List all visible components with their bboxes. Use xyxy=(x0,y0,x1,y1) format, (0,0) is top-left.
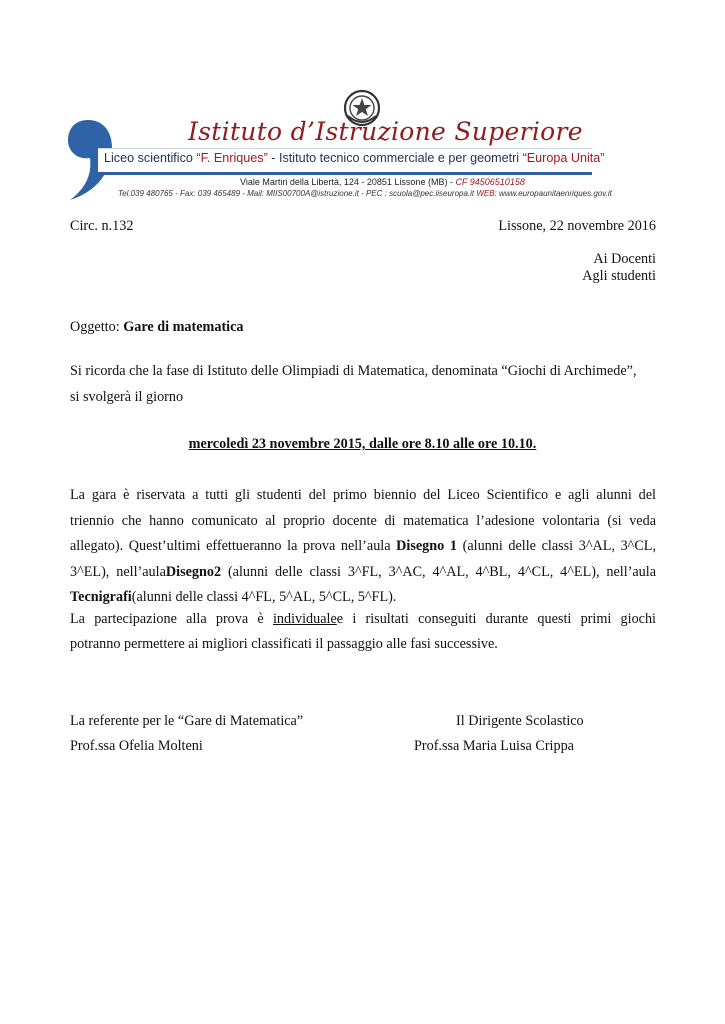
body-line-4 xyxy=(70,560,656,586)
body-line-5b: (alunni delle classi 4^FL, 5^AL, 5^CL, 5^FL). xyxy=(131,589,397,605)
word-individuale: individuale xyxy=(272,610,337,627)
body-line-6c: e i risultati conseguiti durante questi primi giochi xyxy=(336,610,657,627)
body-line-3 xyxy=(70,534,656,560)
event-date-text: mercoledì 23 novembre 2015, dalle ore 8.10 alle ore 10.10. xyxy=(188,436,537,452)
body-line-7: potranno permettere ai migliori classificati il passaggio alle fasi successive. xyxy=(70,636,498,652)
school-names xyxy=(104,151,605,165)
principal-name: Prof.ssa Maria Luisa Crippa xyxy=(414,738,574,754)
subject-label: Oggetto: xyxy=(70,319,124,335)
intro-line-1: Si ricorda che la fase di Istituto delle Olimpiadi di Matematica, denominata “Giochi di Archimede”, xyxy=(70,363,637,379)
referent-role: La referente per le “Gare di Matematica” xyxy=(70,713,304,729)
recipient-teachers: Ai Docenti xyxy=(593,251,656,267)
recipient-students: Agli studenti xyxy=(582,268,656,284)
room-tecnigrafi: Tecnigrafi xyxy=(70,589,132,605)
body-line-3c: (alunni delle classi 3^AL, 3^CL, xyxy=(456,538,657,554)
body-line-3a: allegato). Quest’ultimi effettueranno la prova nell’aula xyxy=(70,538,397,554)
subject-line xyxy=(70,319,244,335)
body-line-4c: (alunni delle classi 3^FL, 3^AC, 4^AL, 4^BL, 4^CL, 4^EL), nell’aula xyxy=(221,563,657,580)
room-disegno-1: Disegno 1 xyxy=(396,538,457,554)
institute-title: Istituto d’Istruzione Superiore xyxy=(188,117,583,146)
band-enriques: “F. Enriques” xyxy=(196,151,268,165)
body-line-6a: La partecipazione alla prova è xyxy=(70,610,273,627)
body-line-1: La gara è riservata a tutti gli studenti del primo biennio del Liceo Scientifico e agli alunni del xyxy=(70,487,656,503)
circular-number: Circ. n.132 xyxy=(70,218,134,234)
website: www.europaunitaenriques.gov.it xyxy=(496,189,612,198)
main-paragraph xyxy=(70,483,656,658)
body-line-6 xyxy=(70,607,656,633)
band-part2: - Istituto tecnico commerciale e per geometri xyxy=(267,151,523,165)
room-disegno-2: Disegno2 xyxy=(165,563,222,580)
referent-name: Prof.ssa Ofelia Molteni xyxy=(70,738,203,754)
intro-line-2: si svolgerà il giorno xyxy=(70,389,184,405)
contacts-phone-mail: Tel.039 480765 - Fax: 039 465489 - Mail: MIIS00700A@istruzione.it - PEC : scuola@pec.iiseuropa.it xyxy=(118,189,475,198)
fiscal-code: CF 94506510158 xyxy=(455,177,525,187)
place-date: Lissone, 22 novembre 2016 xyxy=(498,218,656,234)
school-address xyxy=(240,177,600,187)
subject-value: Gare di matematica xyxy=(123,319,244,335)
web-label: WEB: xyxy=(476,189,497,198)
principal-role: Il Dirigente Scolastico xyxy=(456,713,584,729)
address-text: Viale Martiri della Libertà, 124 - 20851 Lissone (MB) - xyxy=(240,177,456,187)
band-part1: Liceo scientifico xyxy=(104,151,197,165)
body-line-4a: 3^EL), nell’aula xyxy=(70,563,166,580)
school-contacts xyxy=(118,189,718,198)
band-europa-unita: “Europa Unita” xyxy=(522,151,605,165)
event-date xyxy=(0,436,725,452)
body-line-2: triennio che hanno comunicato al proprio docente di matematica l’adesione volontaria (si veda xyxy=(70,512,656,529)
